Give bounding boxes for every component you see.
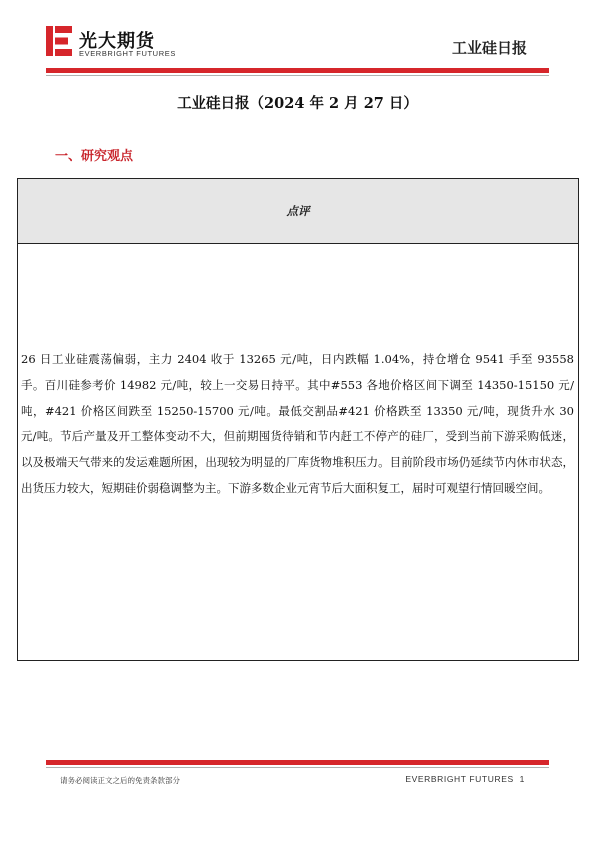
footer-brand-page [405,774,525,784]
logo-chinese-name: 光大期货 [79,31,155,52]
footer-divider-red [46,760,549,765]
logo-english-name: EVERBRIGHT FUTURES [79,49,176,58]
header-report-name: 工业硅日报 [451,39,527,57]
footer-divider-grey [46,767,549,768]
review-text: 26 日工业硅震荡偏弱，主力 2404 收于 13265 元/吨，日内跌幅 1.04%，持仓增仓 9541 手至 93558 手。百川硅参考价 14982 元/吨，较上一交易日持平。其中#553 各地价格区间下调至 14350-15150 元/吨，#421 价格区间跌至 15250-15700 元/吨。最低交割品#421 价格跌至 13350 元/吨，现货升水 30 元/吨。节后产量及开工整体变动不大，但前期囤货待销和节内赶工不停产的硅厂，受到当前下游采购低迷，以及极端天气带来的发运难题所困，出现较为明显的厂库货物堆积压力。目前阶段市场仍延续节内休市状态，出货压力较大，短期硅价弱稳调整为主。下游多数企业元宵节后大面积复工，届时可观望行情回暖空间。 [21,352,574,495]
review-table [17,178,579,661]
review-table-header [18,179,578,244]
company-logo [46,24,206,60]
review-label: 点评 [286,204,310,218]
header-divider-grey [46,75,549,76]
section-heading: 一、研究观点 [55,149,134,164]
footer-brand: EVERBRIGHT FUTURES [405,774,514,784]
header-divider-red [46,68,549,73]
document-title: 工业硅日报（2024 年 2 月 27 日） [177,95,418,112]
everbright-logo-icon [46,26,72,56]
footer-disclaimer: 请务必阅读正文之后的免责条款部分 [60,776,180,785]
page-number: 1 [519,774,525,784]
